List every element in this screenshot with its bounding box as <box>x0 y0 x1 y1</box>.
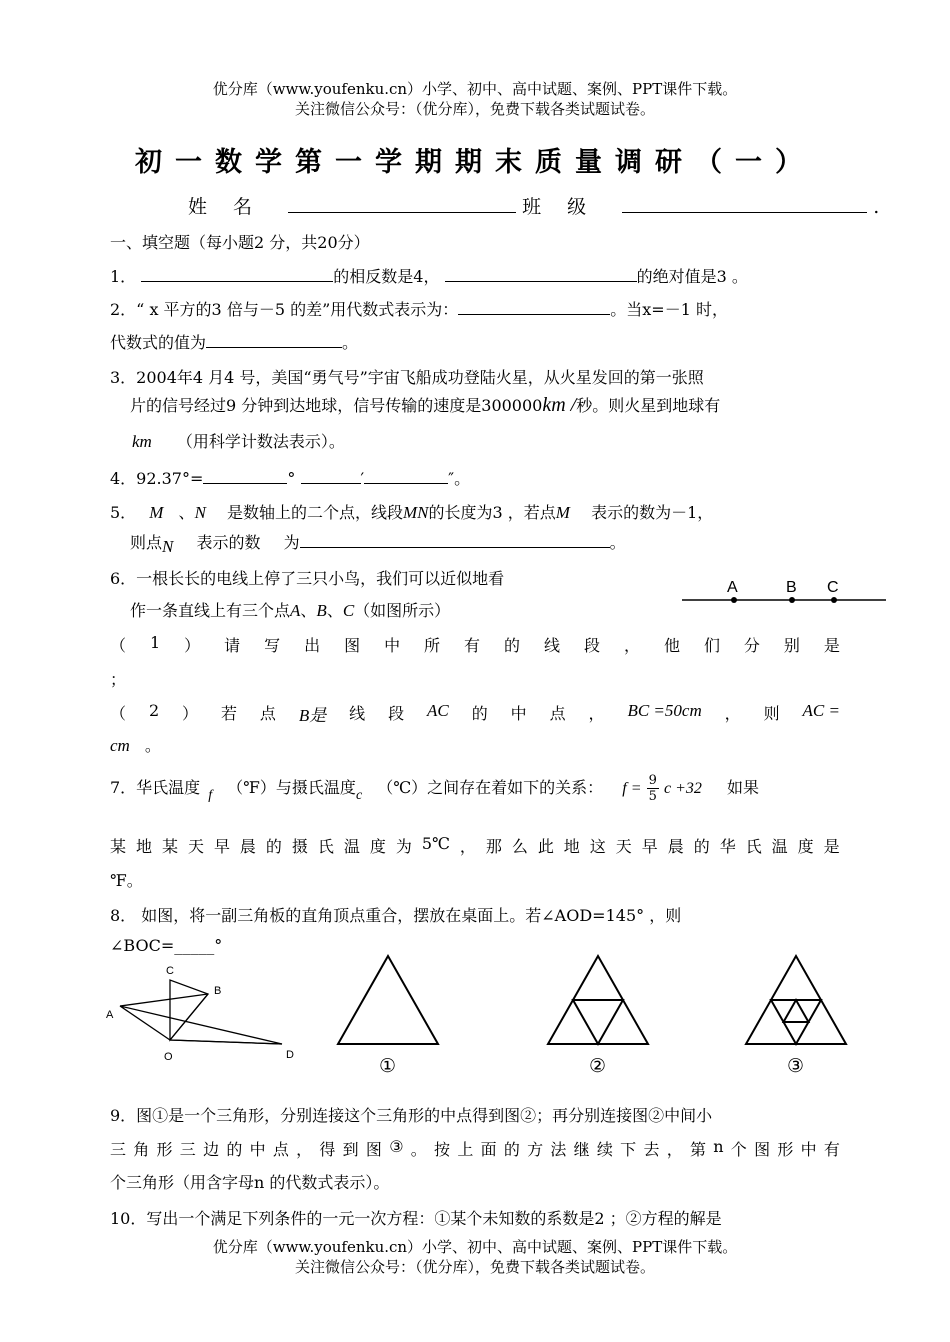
section-heading: 一、填空题（每小题2 分，共20分） <box>110 233 370 252</box>
q5-n: N <box>194 503 206 522</box>
q6-sep-1: 、 <box>300 601 317 620</box>
q4-blank-sec[interactable] <box>364 468 448 484</box>
q3-text-a: 片的信号经过9 分钟到达地球，信号传输的速度是300000 <box>130 396 543 415</box>
q9-line2-char: 面 <box>480 1140 497 1159</box>
fig8-label-o: O <box>164 1051 173 1063</box>
question-9-line-3: 个三角形（用含字母n 的代数式表示）。 <box>110 1173 390 1192</box>
q6-sub1-line <box>110 633 840 656</box>
q9-line2-char: 得 <box>319 1140 336 1159</box>
set-square-2 <box>120 1006 282 1044</box>
q7-line2-char: 天 <box>187 837 204 856</box>
q7-eq-lhs: f = <box>622 780 642 797</box>
q6-sub2-char: BC =50cm <box>627 701 702 720</box>
q9-line2-char: ③ <box>389 1137 404 1156</box>
q4-deg: ° <box>287 469 296 488</box>
q6-sub1-char: 所 <box>424 636 441 655</box>
class-label: 班 级 <box>522 196 597 218</box>
q9-line2-char: 续 <box>596 1140 613 1159</box>
q6-sub1-char: 请 <box>224 636 241 655</box>
fig-num-1: ① <box>379 1056 397 1077</box>
q7-line2-char: 某 <box>161 837 178 856</box>
q6-sub1-char: 别 <box>783 636 800 655</box>
q5-m-2: M <box>555 503 570 522</box>
q4-blank-deg[interactable] <box>203 468 287 484</box>
q6-sub2-char: 段 <box>388 704 405 723</box>
q7-line2-char: 氏 <box>745 837 762 856</box>
q6-sub2-char: B是 <box>298 706 327 725</box>
q6-sub2-char: 点 <box>259 704 276 723</box>
q9-line2-char: 图 <box>754 1140 771 1159</box>
q2-text-c: 代数式的值为 <box>110 333 207 352</box>
q9-line2-char: 上 <box>457 1140 474 1159</box>
fig8-label-d: D <box>286 1049 294 1061</box>
q6-line-figure <box>676 574 890 608</box>
q2-blank-1[interactable] <box>458 299 610 315</box>
name-field[interactable] <box>288 197 516 213</box>
q6-sub1-char: 出 <box>304 636 321 655</box>
question-3-line-1: 3．2004年4 月4 号，美国“勇气号”宇宙飞船成功登陆火星，从火星发回的第一张照 <box>110 368 704 387</box>
q6-sub2-char: 线 <box>349 704 366 723</box>
footer-line-2: 关注微信公众号：（优分库），免费下载各类试题试卷。 <box>294 1258 655 1276</box>
q3-unit-b: km <box>132 432 152 451</box>
q7-line-2 <box>110 834 840 857</box>
q7-line2-char: 度 <box>797 837 814 856</box>
q5-n-2: N <box>162 537 174 556</box>
q9-line2-char: 去 <box>643 1140 660 1159</box>
question-5-line-2 <box>110 530 626 556</box>
question-3-line-3 <box>110 429 345 452</box>
q6-point-c: C <box>342 601 355 620</box>
q1-blank-1[interactable] <box>141 266 333 282</box>
q6-sub2-char: ， <box>588 704 605 723</box>
q9-line2-char: 形 <box>777 1140 794 1159</box>
q6-sub1-char: 写 <box>264 636 281 655</box>
q9-line2-char: 个 <box>730 1140 747 1159</box>
question-2-line-2 <box>110 330 358 353</box>
q9-line2-char: 到 <box>342 1140 359 1159</box>
student-info-row <box>188 192 879 219</box>
question-7-line-1 <box>110 773 759 804</box>
q7-line2-char: 早 <box>213 837 230 856</box>
q5-m: M <box>149 503 164 522</box>
q3-text-b: 秒。则火星到地球有 <box>576 396 721 415</box>
q9-line2-char: 角 <box>133 1140 150 1159</box>
question-9-line-2 <box>110 1137 840 1160</box>
q6-sub2-char: ） <box>182 704 199 723</box>
q5-text-e: 表示的数 <box>196 533 261 552</box>
fig-num-3: ③ <box>787 1056 805 1077</box>
q6-sub1-char: 线 <box>544 636 561 655</box>
q2-text-a: 2．“ x 平方的3 倍与－5 的差”用代数式表示为： <box>110 300 459 319</box>
q7-line2-char: 某 <box>110 837 127 856</box>
q7-line2-char: 摄 <box>291 837 308 856</box>
q9-line2-char: 三 <box>110 1140 127 1159</box>
q6-sub2-char: 若 <box>220 704 237 723</box>
q6-sub1-char: 分 <box>743 636 760 655</box>
q9-line2-char: 三 <box>179 1140 196 1159</box>
q7-line2-char: 地 <box>135 837 152 856</box>
q7-c: c <box>355 788 363 803</box>
q7-line2-char: 早 <box>641 837 658 856</box>
question-3-line-2 <box>110 393 720 417</box>
q6-point-a: A <box>290 601 301 620</box>
triangle-1 <box>338 956 438 1044</box>
q7-line2-char: 此 <box>537 837 554 856</box>
footer-line-1: 优分库（www.youfenku.cn）小学、初中、高中试题、案例、PPT课件下载。 <box>212 1238 738 1256</box>
q7-line2-char: 是 <box>823 837 840 856</box>
q7-frac-den: 5 <box>648 789 657 804</box>
q5-text-c: 表示的数为－1， <box>591 503 714 522</box>
question-6-line-2 <box>110 598 450 621</box>
q6-sub2-end <box>110 733 161 756</box>
question-9-line-1: 9．图①是一个三角形，分别连接这个三角形的中点得到图②；再分别连接图②中间小 <box>110 1106 713 1125</box>
q7-text-c: （℃）之间存在着如下的关系： <box>377 778 604 797</box>
q7-line2-char: 华 <box>719 837 736 856</box>
q5-text-g: 。 <box>609 533 626 552</box>
q9-line2-char: 方 <box>527 1140 544 1159</box>
q7-line2-char: 的 <box>265 837 282 856</box>
q9-line2-char: ， <box>296 1140 313 1159</box>
q6-sub1-char: 图 <box>344 636 361 655</box>
q5-mn: MN <box>403 503 429 522</box>
q1-text-b: 的绝对值是3 。 <box>636 267 748 286</box>
q7-frac-num: 9 <box>648 773 657 788</box>
triangle-2-inner <box>573 1000 623 1044</box>
q6-sub2-char: 则 <box>763 704 780 723</box>
q4-text-a: 4．92.37°= <box>110 469 204 488</box>
segment-ab <box>120 994 208 1006</box>
q7-line2-char: 为 <box>395 837 412 856</box>
q7-line2-char: 那 <box>485 837 502 856</box>
q7-line2-char: 么 <box>511 837 528 856</box>
q6-sub2-char: 2 <box>148 701 160 720</box>
q7-text-d: 如果 <box>726 778 759 797</box>
q7-line2-char: 晨 <box>667 837 684 856</box>
q6-sub1-char: 是 <box>823 636 840 655</box>
q6-sub1-char: 中 <box>384 636 401 655</box>
q7-eq-rhs: c +32 <box>663 780 702 797</box>
q5-text-f: 为 <box>283 533 300 552</box>
q9-line2-char: 中 <box>800 1140 817 1159</box>
q7-line2-char: 温 <box>771 837 788 856</box>
q5-text-d: 则点 <box>130 533 163 552</box>
q7-line2-char: 度 <box>369 837 386 856</box>
class-field[interactable] <box>622 197 867 213</box>
q7-line2-char: 的 <box>693 837 710 856</box>
q6-sub2-char: 的 <box>471 704 488 723</box>
q4-sec: ″。 <box>448 469 471 488</box>
fig8-label-b: B <box>214 985 222 997</box>
point-c-dot <box>831 597 837 603</box>
q7-line2-char: 氏 <box>317 837 334 856</box>
page-title: 初一数学第一学期期末质量调研（一） <box>135 147 815 178</box>
q6-sub1-char: 的 <box>504 636 521 655</box>
q6-sub2-line <box>110 701 840 726</box>
q9-line2-char: 边 <box>203 1140 220 1159</box>
triangle-sequence-figure <box>330 950 870 1082</box>
q1-number: 1． <box>110 267 137 286</box>
fig-num-2: ② <box>589 1056 607 1077</box>
question-1 <box>110 264 748 287</box>
q6-sub2-period: 。 <box>144 736 161 755</box>
q2-text-d: 。 <box>342 333 359 352</box>
q9-line2-char: 下 <box>620 1140 637 1159</box>
q6-sub1-char: 1 <box>149 633 161 652</box>
q9-line2-char: 法 <box>550 1140 567 1159</box>
q7-text-b: （℉）与摄氏温度 <box>227 778 356 797</box>
header-line-1: 优分库（www.youfenku.cn）小学、初中、高中试题、案例、PPT课件下载。 <box>212 80 738 98</box>
q5-blank[interactable] <box>300 532 610 548</box>
q7-line2-char: 这 <box>589 837 606 856</box>
question-6-line-1: 6．一根长长的电线上停了三只小鸟，我们可以近似地看 <box>110 569 505 588</box>
fig-label-c: C <box>827 579 839 596</box>
fig8-label-c: C <box>166 965 174 977</box>
question-8-line-1: 8． 如图，将一副三角板的直角顶点重合，摆放在桌面上。若∠AOD=145° ，则 <box>110 906 682 925</box>
q6-text-a: 作一条直线上有三个点 <box>130 601 291 620</box>
q6-sub2-char: （ <box>110 704 127 723</box>
q6-sub1-char: ， <box>623 636 640 655</box>
q6-sub1-char: 们 <box>703 636 720 655</box>
q8-set-square-figure <box>100 958 310 1068</box>
q7-line2-char: ， <box>459 837 476 856</box>
q7-fraction <box>647 773 659 804</box>
q7-line2-char: 5℃ <box>421 834 450 853</box>
q6-sep-2: 、 <box>326 601 343 620</box>
q6-point-b: B <box>316 601 327 620</box>
q1-blank-2[interactable] <box>445 266 637 282</box>
end-dot: . <box>873 196 880 218</box>
q7-line2-char: 天 <box>615 837 632 856</box>
q2-text-b: 。当x=－1 时， <box>610 300 728 319</box>
question-8-line-2: ∠BOC=_____° <box>110 936 223 955</box>
q6-sub2-char: 点 <box>549 704 566 723</box>
q6-sub2-char: AC = <box>802 701 840 720</box>
q6-sub1-char: 他 <box>663 636 680 655</box>
q9-line2-char: 图 <box>365 1140 382 1159</box>
q6-sub2-char: 中 <box>510 704 527 723</box>
q5-text-a: 是数轴上的二个点，线段 <box>227 503 404 522</box>
q7-line2-char: 地 <box>563 837 580 856</box>
q7-text-a: 7．华氏温度 <box>110 778 201 797</box>
q9-line2-char: 形 <box>156 1140 173 1159</box>
q9-line2-char: ， <box>666 1140 683 1159</box>
q9-line2-char: 按 <box>434 1140 451 1159</box>
q9-line2-char: 。 <box>410 1140 427 1159</box>
q5-text-b: 的长度为3 ，若点 <box>428 503 556 522</box>
q6-sub1-char: 有 <box>464 636 481 655</box>
q9-line2-char: 第 <box>689 1140 706 1159</box>
fig-label-b: B <box>786 579 797 596</box>
q6-sub2-char: ， <box>724 704 741 723</box>
q6-sub1-char: 段 <box>583 636 600 655</box>
q6-sub1-end: ； <box>110 670 127 689</box>
point-b-dot <box>789 597 795 603</box>
q9-line2-char: 中 <box>249 1140 266 1159</box>
q4-blank-min[interactable] <box>301 468 361 484</box>
q2-blank-2[interactable] <box>206 332 342 348</box>
q9-line2-char: 的 <box>503 1140 520 1159</box>
segment-ob <box>170 994 208 1040</box>
q7-line2-char: 晨 <box>239 837 256 856</box>
q6-text-b: （如图所示） <box>354 601 451 620</box>
q7-line-3: ℉。 <box>110 871 143 890</box>
q3-text-c: （用科学计数法表示）。 <box>176 432 345 451</box>
question-10-line-1: 10．写出一个满足下列条件的一元一次方程：①某个未知数的系数是2 ；②方程的解是 <box>110 1209 722 1228</box>
q6-sub2-char: AC <box>427 701 449 720</box>
fig8-label-a: A <box>106 1009 114 1021</box>
q6-sub1-char: （ <box>110 636 127 655</box>
q9-line2-char: 继 <box>573 1140 590 1159</box>
question-4 <box>110 466 470 489</box>
q6-sub1-char: ） <box>184 636 201 655</box>
q9-line2-char: 点 <box>272 1140 289 1159</box>
q1-text-a: 的相反数是4， <box>333 267 440 286</box>
q6-sub2-unit: cm <box>110 736 130 755</box>
q7-line2-char: 温 <box>343 837 360 856</box>
name-label: 姓 名 <box>188 196 263 218</box>
q5-sep: 、 <box>178 503 195 522</box>
header-line-2: 关注微信公众号：（优分库），免费下载各类试题试卷。 <box>294 100 655 118</box>
q9-line2-char: n <box>713 1137 724 1156</box>
point-a-dot <box>731 597 737 603</box>
q7-f: f <box>208 788 213 803</box>
q4-min: ′ <box>360 469 365 488</box>
set-square-1 <box>170 980 208 1040</box>
fig-label-a: A <box>727 579 738 596</box>
q3-unit-a: km / <box>542 394 577 416</box>
question-5-line-1 <box>110 500 713 523</box>
triangle-3-inner <box>784 1000 809 1022</box>
q9-line2-char: 有 <box>823 1140 840 1159</box>
q5-number: 5． <box>110 503 137 522</box>
q9-line2-char: 的 <box>226 1140 243 1159</box>
question-2-line-1 <box>110 297 728 320</box>
